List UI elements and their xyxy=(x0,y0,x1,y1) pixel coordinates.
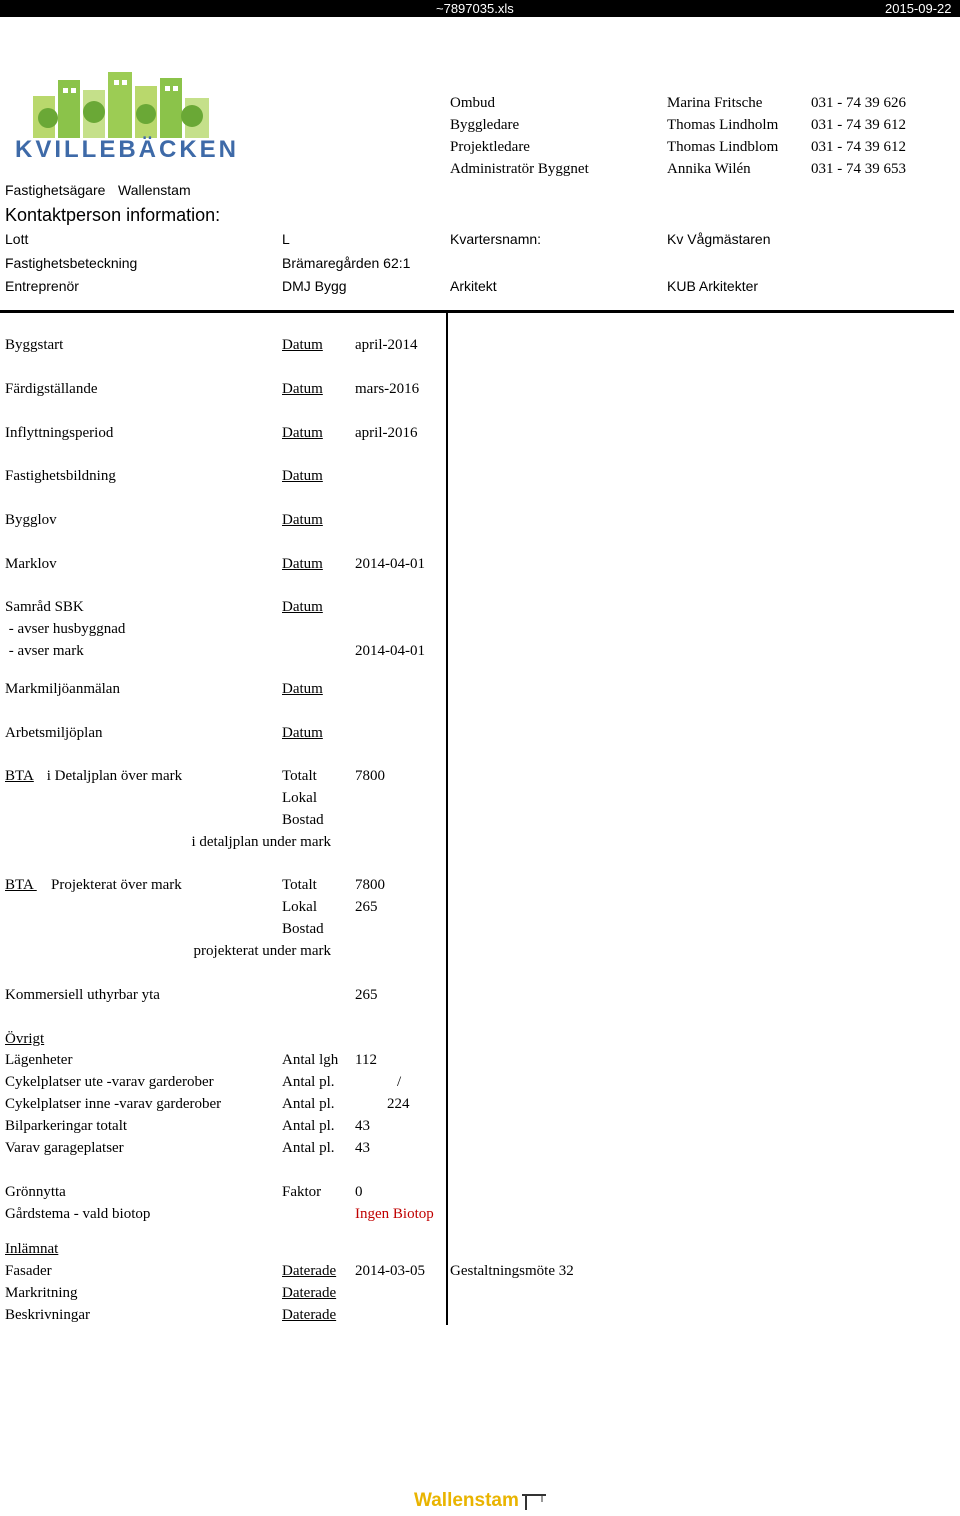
ovrigt-row-value: / xyxy=(397,1074,402,1090)
arbetsmiljo-label: Arbetsmiljöplan xyxy=(5,725,103,741)
samrad-label: Samråd SBK xyxy=(5,599,84,615)
totalt-label: Totalt xyxy=(282,768,317,784)
contact-phone: 031 - 74 39 612 xyxy=(811,139,906,155)
byggstart-value: april-2014 xyxy=(355,337,418,353)
bta-label: Projekterat över mark xyxy=(51,877,182,893)
bta-abbr: BTA xyxy=(5,768,34,784)
contact-role: Projektledare xyxy=(450,139,530,155)
lokal-value: 265 xyxy=(355,899,378,915)
ovrigt-row-value: 43 xyxy=(355,1118,370,1134)
ovrigt-row-label: Cykelplatser inne -varav garderober xyxy=(5,1096,222,1112)
bostad-label: Bostad xyxy=(282,812,324,828)
samrad-sub-hus: - avser husbyggnad xyxy=(5,621,126,637)
arkitekt-value: KUB Arkitekter xyxy=(667,278,759,294)
ovrigt-row-label: Lägenheter xyxy=(5,1052,73,1068)
beskrivningar-label: Beskrivningar xyxy=(5,1307,90,1323)
totalt-value: 7800 xyxy=(355,768,385,784)
inflytt-value: april-2016 xyxy=(355,425,418,441)
contact-phone: 031 - 74 39 653 xyxy=(811,161,906,177)
totalt-value: 7800 xyxy=(355,877,385,893)
contact-role: Administratör Byggnet xyxy=(450,161,589,177)
kvarter-value: Kv Vågmästaren xyxy=(667,231,771,247)
markmiljo-label: Markmiljöanmälan xyxy=(5,681,120,697)
fastbet-label: Fastighetsbeteckning xyxy=(5,255,138,271)
datum-link[interactable]: Datum xyxy=(282,381,323,397)
logo-buildings-icon xyxy=(28,68,218,138)
bygglov-label: Bygglov xyxy=(5,512,57,528)
biotop-label: Gårdstema - vald biotop xyxy=(5,1206,151,1222)
datum-link[interactable]: Datum xyxy=(282,556,323,572)
contact-role: Byggledare xyxy=(450,117,520,133)
owner-label: Fastighetsägare xyxy=(5,182,106,198)
fardig-value: mars-2016 xyxy=(355,381,420,397)
byggstart-label: Byggstart xyxy=(5,337,64,353)
file-name: ~7897035.xls xyxy=(436,1,514,16)
contact-name: Thomas Lindblom xyxy=(667,139,779,155)
samrad-mark-value: 2014-04-01 xyxy=(355,643,425,659)
file-header-bar xyxy=(0,0,960,17)
contact-name: Thomas Lindholm xyxy=(667,117,779,133)
contact-name: Marina Fritsche xyxy=(667,95,763,111)
datum-link[interactable]: Datum xyxy=(282,425,323,441)
contact-phone: 031 - 74 39 626 xyxy=(811,95,906,111)
kommersiell-value: 265 xyxy=(355,987,378,1003)
ovrigt-row-unit: Antal pl. xyxy=(282,1118,335,1134)
ovrigt-row-label: Varav garageplatser xyxy=(5,1140,124,1156)
bostad-label: Bostad xyxy=(282,921,324,937)
ovrigt-row-unit: Antal pl. xyxy=(282,1074,335,1090)
gron-unit: Faktor xyxy=(282,1184,322,1200)
datum-link[interactable]: Datum xyxy=(282,681,323,697)
gron-value: 0 xyxy=(355,1184,363,1200)
entreprenor-label: Entreprenör xyxy=(5,278,79,294)
ovrigt-row-label: Cykelplatser ute -varav garderober xyxy=(5,1074,214,1090)
ovrigt-row-unit: Antal lgh xyxy=(282,1052,339,1068)
inflytt-label: Inflyttningsperiod xyxy=(5,425,114,441)
contact-heading: Kontaktperson information: xyxy=(5,205,221,225)
ovrigt-row-value: 224 xyxy=(387,1096,410,1112)
biotop-value: Ingen Biotop xyxy=(355,1206,434,1222)
fasader-note: Gestaltningsmöte 32 xyxy=(450,1263,574,1279)
ovrigt-row-unit: Antal pl. xyxy=(282,1140,335,1156)
crane-icon xyxy=(522,1492,548,1510)
lott-value: L xyxy=(282,231,290,247)
under-mark-label: projekterat under mark xyxy=(193,943,331,959)
marklov-value: 2014-04-01 xyxy=(355,556,425,572)
lott-label: Lott xyxy=(5,231,29,247)
datum-link[interactable]: Datum xyxy=(282,512,323,528)
ovrigt-row-label: Bilparkeringar totalt xyxy=(5,1118,128,1134)
logo-text: KVILLEBÄCKEN xyxy=(15,136,240,163)
contact-phone: 031 - 74 39 612 xyxy=(811,117,906,133)
ovrigt-row-value: 112 xyxy=(355,1052,377,1068)
under-mark-label: i detaljplan under mark xyxy=(191,834,331,850)
datum-link[interactable]: Datum xyxy=(282,599,323,615)
markritning-label: Markritning xyxy=(5,1285,78,1301)
daterade-link[interactable]: Daterade xyxy=(282,1285,337,1301)
gron-label: Grönnytta xyxy=(5,1184,66,1200)
fastbild-label: Fastighetsbildning xyxy=(5,468,116,484)
daterade-link[interactable]: Daterade xyxy=(282,1307,337,1323)
daterade-link[interactable]: Daterade xyxy=(282,1263,337,1279)
bta-abbr: BTA xyxy=(5,877,37,893)
datum-link[interactable]: Datum xyxy=(282,337,323,353)
arkitekt-label: Arkitekt xyxy=(450,278,497,294)
ovrigt-row-unit: Antal pl. xyxy=(282,1096,335,1112)
kvarter-label: Kvartersnamn: xyxy=(450,231,542,247)
ovrigt-heading: Övrigt xyxy=(5,1031,45,1047)
file-date: 2015-09-22 xyxy=(885,1,952,16)
lokal-label: Lokal xyxy=(282,790,317,806)
kommersiell-label: Kommersiell uthyrbar yta xyxy=(5,987,160,1003)
owner-value: Wallenstam xyxy=(118,182,191,198)
fastbet-value: Brämaregården 62:1 xyxy=(282,255,411,271)
samrad-sub-mark: - avser mark xyxy=(5,643,84,659)
marklov-label: Marklov xyxy=(5,556,57,572)
datum-link[interactable]: Datum xyxy=(282,725,323,741)
ovrigt-row-value: 43 xyxy=(355,1140,370,1156)
inlamnat-heading: Inlämnat xyxy=(5,1241,59,1257)
footer-logo-text: Wallenstam xyxy=(414,1490,519,1511)
fasader-label: Fasader xyxy=(5,1263,52,1279)
entreprenor-value: DMJ Bygg xyxy=(282,278,347,294)
lokal-label: Lokal xyxy=(282,899,317,915)
totalt-label: Totalt xyxy=(282,877,317,893)
column-divider xyxy=(446,312,448,1325)
bta-label: i Detaljplan över mark xyxy=(43,768,183,784)
fardig-label: Färdigställande xyxy=(5,381,98,397)
contact-role: Ombud xyxy=(450,95,495,111)
datum-link[interactable]: Datum xyxy=(282,468,323,484)
fasader-date: 2014-03-05 xyxy=(355,1263,425,1279)
section-divider xyxy=(0,310,954,313)
contact-name: Annika Wilén xyxy=(667,161,751,177)
